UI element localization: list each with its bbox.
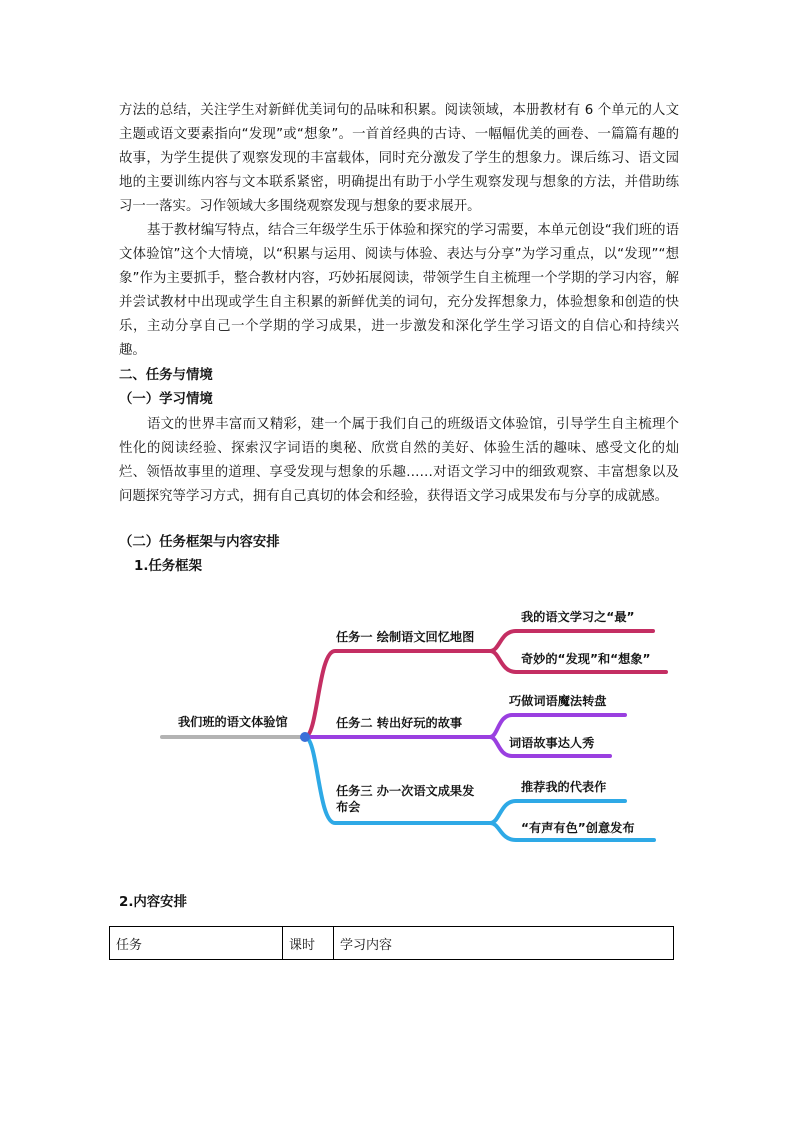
header-learning-content: 学习内容 (334, 927, 674, 960)
table-header-row (110, 927, 674, 960)
task3-label-line2: 布会 (336, 800, 361, 814)
task3-label-line1: 任务三 办一次语文成果发 (336, 784, 475, 798)
subheading-task-framework: 1.任务框架 (134, 559, 202, 574)
task2-label: 任务二 转出好玩的故事 (336, 716, 463, 730)
section-heading-tasks: 二、任务与情境 (119, 368, 213, 383)
task2-sub1-label: 巧做词语魔法转盘 (509, 694, 607, 708)
content-table (109, 926, 674, 960)
task3-sub1-branch (490, 801, 625, 823)
task3-sub1-label: 推荐我的代表作 (521, 780, 607, 794)
subheading-content-arrangement: 2.内容安排 (119, 895, 187, 910)
task1-sub1-branch (490, 631, 653, 651)
context-paragraph: 语文的世界丰富而又精彩，建一个属于我们自己的班级语文体验馆，引导学生自主梳理个性化的阅读经验、探索汉字词语的奥秘、欣赏自然的美好、体验生活的趣味、感受文化的灿烂、领悟故事里的道理、享受发现与想象的乐趣……对语文学习中的细致观察、丰富想象以及问题探究等学习方式，拥有自己真切的体会和经验，获得语文学习成果发布与分享的成就感。 (119, 417, 679, 505)
subheading-learning-context: （一）学习情境 (119, 392, 213, 407)
task3-sub2-label: “有声有色”创意发布 (521, 821, 635, 835)
mindmap-root-label: 我们班的语文体验馆 (178, 715, 288, 729)
task2-sub2-label: 词语故事达人秀 (509, 736, 595, 750)
task3-branch (305, 737, 490, 823)
task2-sub1-branch (490, 715, 625, 737)
task1-sub1-label: 我的语文学习之“最” (521, 610, 635, 624)
task-mindmap (0, 590, 793, 860)
mindmap-center-node (300, 732, 310, 742)
task1-label: 任务一 绘制语文回忆地图 (336, 630, 475, 644)
subheading-framework-arrangement: （二）任务框架与内容安排 (119, 535, 280, 550)
design-paragraph: 基于教材编写特点，结合三年级学生乐于体验和探究的学习需要，本单元创设“我们班的语文体验馆”这个大情境，以“积累与运用、阅读与体验、表达与分享”为学习重点，以“发现”“想象”作为主要抓手，整合教材内容，巧妙拓展阅读，带领学生自主梳理一个学期的学习内容，解并尝试教材中出现或学生自主积累的新鲜优美的词句，充分发挥想象力，体验想象和创造的快乐，主动分享自己一个学期的学习成果，进一步激发和深化学生学习语文的自信心和持续兴趣。 (119, 223, 679, 359)
header-class-hours: 课时 (283, 927, 334, 960)
header-task: 任务 (110, 927, 283, 960)
intro-paragraph-continued: 方法的总结，关注学生对新鲜优美词句的品味和积累。阅读领域，本册教材有 6 个单元的人文主题或语文要素指向“发现”或“想象”。一首首经典的古诗、一幅幅优美的画卷、一篇篇有趣的故事，为学生提供了观察发现的丰富载体，同时充分激发了学生的想象力。课后练习、语文园地的主要训练内容与文本联系紧密，明确提出有助于小学生观察发现与想象的方法，并借助练习一一落实。习作领域大多围绕观察发现与想象的要求展开。 (119, 103, 679, 215)
task1-sub2-label: 奇妙的“发现”和“想象” (521, 652, 651, 666)
